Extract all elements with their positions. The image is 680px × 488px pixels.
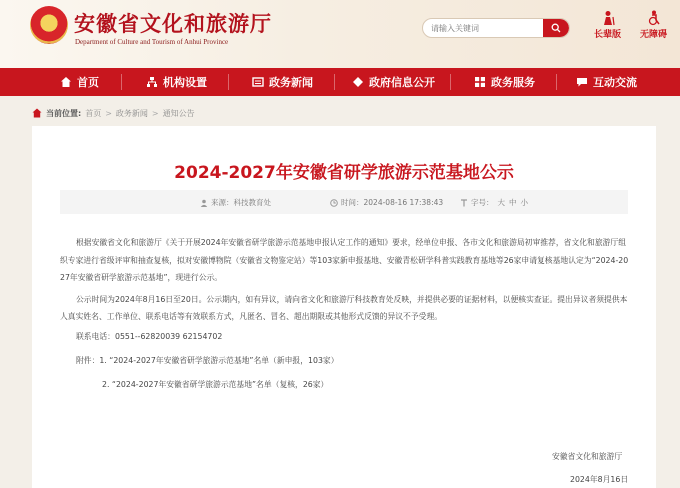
nav-divider	[450, 74, 451, 90]
home-icon	[60, 76, 72, 88]
nav-label: 政务新闻	[269, 76, 313, 89]
elder-mode-label: 长辈版	[594, 30, 622, 40]
accessibility-label: 无障碍	[640, 30, 668, 40]
breadcrumb-separator: >	[151, 108, 159, 118]
elder-mode-button[interactable]	[594, 10, 621, 40]
breadcrumb-news[interactable]: 政务新闻	[115, 108, 148, 118]
breadcrumb	[32, 106, 195, 120]
article-paragraph: 根据安徽省文化和旅游厅《关于开展2024年安徽省研学旅游示范基地申报认定工作的通知》要求，经单位申报、各市文化和旅游局初审推荐，省文化和旅游厅组织专家进行省级评审和抽查复核，拟对安徽博物院（安徽省文物鉴定站）等103家新申报基地、安徽青松研学科普实践教育基地等26家申请复核基地认定为“2024-2027年安徽省研学旅游示范基地”，现进行公示。	[60, 238, 629, 282]
nav-divider	[121, 74, 122, 90]
meta-time	[330, 197, 443, 208]
elder-person-icon	[599, 10, 617, 26]
national-emblem-icon	[30, 6, 68, 44]
user-icon	[200, 199, 208, 207]
chat-icon	[576, 76, 588, 88]
nav-label: 互动交流	[593, 76, 637, 89]
breadcrumb-home[interactable]: 首页	[85, 108, 102, 118]
meta-source	[200, 197, 271, 208]
meta-source-text: 来源：科技教育处	[211, 198, 271, 207]
site-title: 安徽省文化和旅游厅	[74, 11, 272, 36]
nav-label: 机构设置	[163, 76, 207, 89]
signature-date: 2024年8月16日	[570, 475, 629, 484]
nav-item-org[interactable]	[146, 68, 207, 96]
accessibility-button[interactable]	[640, 10, 667, 40]
main-nav	[0, 68, 680, 96]
meta-time-text: 时间：2024-08-16 17:38:43	[341, 198, 444, 207]
nav-item-info[interactable]	[352, 68, 435, 96]
info-icon	[352, 76, 364, 88]
nav-item-news[interactable]	[252, 68, 313, 96]
nav-divider	[228, 74, 229, 90]
meta-font-size	[460, 197, 528, 208]
service-icon	[474, 76, 486, 88]
font-size-medium[interactable]: 中	[509, 198, 517, 207]
article-panel	[32, 126, 656, 488]
nav-label: 政务服务	[491, 76, 535, 89]
font-size-icon	[460, 199, 468, 207]
font-size-label: 字号：	[471, 198, 494, 207]
contact-phone: 联系电话：0551--62820039 62154702	[76, 332, 223, 341]
attachment-link[interactable]: 附件：1. “2024-2027年安徽省研学旅游示范基地”名单（新申报，103家）	[76, 356, 339, 365]
search-button[interactable]	[543, 19, 569, 37]
nav-item-service[interactable]	[474, 68, 535, 96]
search-input[interactable]	[423, 19, 545, 37]
article-paragraph: 公示时间为2024年8月16日至20日。公示期内，如有异议，请向省文化和旅游厅科技教育处反映，并提供必要的证据材料，以便核实查证。提出异议者须提供本人真实姓名、工作单位、联系电话等有效联系方式，凡匿名、冒名、超出期限或其他形式反馈的异议不予受理。	[60, 294, 628, 321]
article-title: 2024-2027年安徽省研学旅游示范基地公示	[174, 163, 514, 183]
breadcrumb-separator: >	[105, 108, 112, 118]
article-meta-bar	[60, 190, 628, 214]
org-chart-icon	[146, 76, 158, 88]
article-body	[60, 234, 632, 326]
breadcrumb-label: 当前位置:	[46, 108, 82, 118]
font-size-small[interactable]: 小	[520, 198, 528, 207]
home-icon	[32, 108, 42, 118]
news-icon	[252, 76, 264, 88]
attachment-link[interactable]: 2. “2024-2027年安徽省研学旅游示范基地”名单（复核，26家）	[102, 380, 329, 389]
nav-divider	[334, 74, 335, 90]
site-subtitle: Department of Culture and Tourism of Anhui Province	[75, 38, 229, 46]
nav-divider	[556, 74, 557, 90]
breadcrumb-notices[interactable]: 通知公告	[162, 108, 195, 118]
search-icon	[551, 23, 561, 33]
search-box	[422, 18, 570, 38]
site-header	[0, 0, 680, 68]
nav-label: 政府信息公开	[369, 76, 435, 89]
font-size-large[interactable]: 大	[497, 198, 505, 207]
nav-item-home[interactable]	[60, 68, 99, 96]
accessibility-icon	[645, 10, 663, 26]
nav-item-interact[interactable]	[576, 68, 637, 96]
nav-label: 首页	[77, 76, 99, 89]
signature-org: 安徽省文化和旅游厅	[552, 452, 623, 461]
clock-icon	[330, 199, 338, 207]
